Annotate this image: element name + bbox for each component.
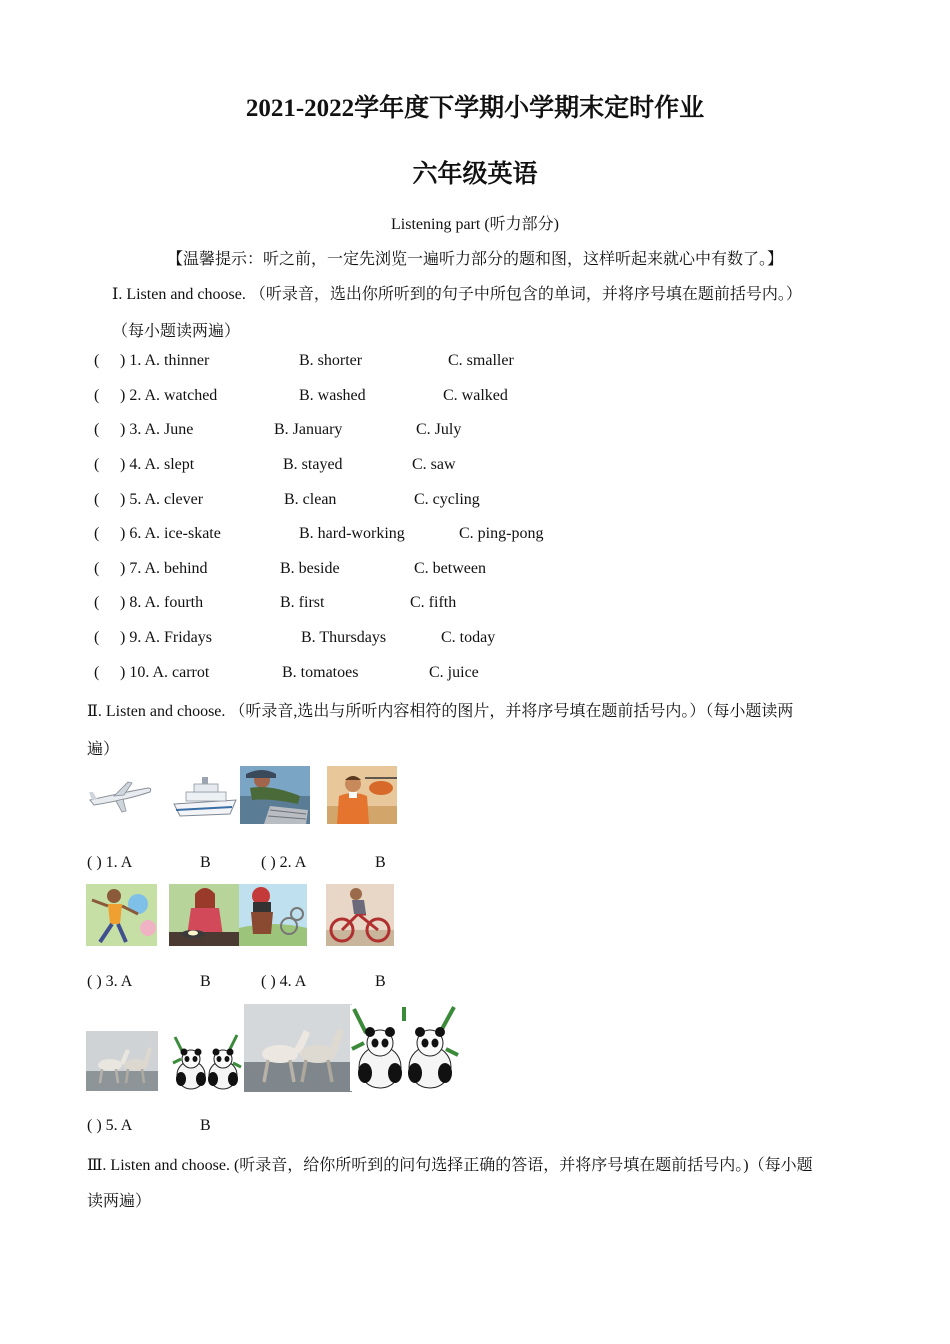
option-a: ) 10. A. carrot — [120, 664, 210, 681]
option-b: B. clean — [284, 491, 337, 508]
option-b-label: B — [375, 854, 386, 871]
tip-text: 【温馨提示：听之前，一定先浏览一遍听力部分的题和图，这样听起来就心中有数了。】 — [166, 251, 783, 268]
pilot-picture — [327, 766, 397, 824]
page-subtitle: 六年级英语 — [412, 161, 538, 188]
section2-heading: Ⅱ. Listen and choose. （听录音,选出与所听内容相符的图片，并将序号填在题前括号内。）（每小题读两 — [87, 703, 794, 720]
option-a: ) 2. A. watched — [120, 387, 218, 404]
option-c: C. between — [414, 560, 486, 577]
option-b: B. Thursdays — [301, 629, 387, 646]
option-a: ) 8. A. fourth — [120, 594, 204, 611]
ship-picture — [172, 774, 238, 820]
horses-small-picture — [86, 1031, 158, 1091]
option-c: C. today — [441, 629, 496, 646]
girl-exercising-picture — [86, 884, 157, 946]
option-b: B. tomatoes — [282, 664, 359, 681]
option-b: B. shorter — [299, 352, 363, 369]
section2-heading-cont: 遍） — [87, 741, 120, 758]
section1-note: （每小题读两遍） — [112, 323, 241, 340]
person-taking-photo-picture — [239, 884, 307, 946]
pandas-small-picture — [171, 1033, 243, 1091]
question-label: ( ) 3. A — [87, 973, 133, 990]
answer-bracket: ( — [94, 629, 100, 646]
option-c: C. ping-pong — [459, 525, 544, 542]
option-a: ) 5. A. clever — [120, 491, 204, 508]
option-c: C. juice — [429, 664, 479, 681]
option-a: ) 4. A. slept — [120, 456, 195, 473]
section1-heading: Ⅰ. Listen and choose. （听录音，选出你所听到的句子中所包含的单词，并将序号填在题前括号内。） — [112, 286, 802, 303]
answer-bracket: ( — [94, 560, 100, 577]
man-cycling-picture — [326, 884, 394, 946]
question-label: ( ) 4. A — [261, 973, 307, 990]
option-b-label: B — [200, 973, 211, 990]
answer-bracket: ( — [94, 594, 100, 611]
answer-bracket: ( — [94, 456, 100, 473]
option-a: ) 7. A. behind — [120, 560, 208, 577]
option-b: B. January — [274, 421, 343, 438]
option-a: ) 9. A. Fridays — [120, 629, 212, 646]
option-b-label: B — [200, 854, 211, 871]
option-b-label: B — [200, 1117, 211, 1134]
option-c: C. July — [416, 421, 462, 438]
pandas-large-picture — [350, 1005, 460, 1091]
option-b: B. beside — [280, 560, 340, 577]
section3-heading: Ⅲ. Listen and choose. (听录音，给你所听到的问句选择正确的答语，并将序号填在题前括号内。)（每小题 — [87, 1157, 813, 1174]
sailor-picture — [240, 766, 310, 824]
answer-bracket: ( — [94, 491, 100, 508]
option-b-label: B — [375, 973, 386, 990]
option-a: ) 3. A. June — [120, 421, 194, 438]
answer-bracket: ( — [94, 421, 100, 438]
option-b: B. first — [280, 594, 325, 611]
section3-heading-cont: 读两遍） — [87, 1193, 152, 1210]
answer-bracket: ( — [94, 664, 100, 681]
question-label: ( ) 1. A — [87, 854, 133, 871]
listening-part-label: Listening part (听力部分) — [391, 216, 559, 233]
answer-bracket: ( — [94, 525, 100, 542]
option-c: C. walked — [443, 387, 508, 404]
answer-bracket: ( — [94, 352, 100, 369]
option-a: ) 6. A. ice-skate — [120, 525, 221, 542]
option-c: C. saw — [412, 456, 456, 473]
answer-bracket: ( — [94, 387, 100, 404]
page-title: 2021-2022学年度下学期小学期末定时作业 — [245, 95, 705, 122]
option-c: C. smaller — [448, 352, 514, 369]
horses-large-picture — [244, 1004, 352, 1092]
question-label: ( ) 5. A — [87, 1117, 133, 1134]
option-c: C. fifth — [410, 594, 457, 611]
option-a: ) 1. A. thinner — [120, 352, 210, 369]
option-b: B. hard-working — [299, 525, 405, 542]
woman-cooking-picture — [169, 884, 240, 946]
airplane-picture — [86, 778, 154, 816]
option-c: C. cycling — [414, 491, 480, 508]
option-b: B. washed — [299, 387, 366, 404]
option-b: B. stayed — [283, 456, 343, 473]
question-label: ( ) 2. A — [261, 854, 307, 871]
